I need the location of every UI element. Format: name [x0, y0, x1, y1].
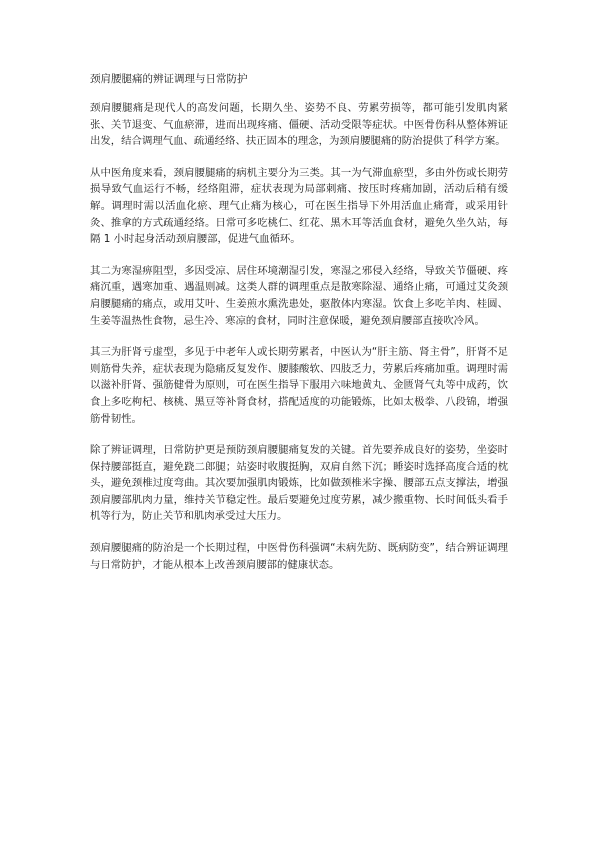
paragraph-liver-kidney: 其三为肝肾亏虚型，多见于中老年人或长期劳累者，中医认为“肝主筋、肾主骨”，肝肾不足则筋骨失养，症状表现为隐痛反复发作、腰膝酸软、四肢乏力，劳累后疼痛加重。调理时需以滋补肝肾、强筋健骨为原则，可在医生指导下服用六味地黄丸、金匮肾气丸等中成药，饮食上多吃枸杞、核桃、黑豆等补肾食材，搭配适度的功能锻炼，比如太极拳、八段锦，增强筋骨韧性。 [90, 346, 508, 425]
document-page [90, 72, 508, 588]
paragraph-cold-damp: 其二为寒湿痹阻型，多因受凉、居住环境潮湿引发，寒湿之邪侵入经络，导致关节僵硬、疼痛沉重，遇寒加重、遇温则减。这类人群的调理重点是散寒除湿、通络止痛，可通过艾灸颈肩腰腿痛的痛点，或用艾叶、生姜煎水熏洗患处，驱散体内寒湿。饮食上多吃羊肉、桂圆、生姜等温热性食物，忌生冷、寒凉的食材，同时注意保暖，避免颈肩腰部直接吹冷风。 [90, 264, 508, 327]
paragraph-daily-protection: 除了辨证调理，日常防护更是预防颈肩腰腿痛复发的关键。首先要养成良好的姿势，坐姿时保持腰部挺直，避免跷二郎腿；站姿时收腹挺胸，双肩自然下沉；睡姿时选择高度合适的枕头，避免颈椎过度弯曲。其次要加强肌肉锻炼，比如做颈椎米字操、腰部五点支撑法，增强颈肩腰部肌肉力量，维持关节稳定性。最后要避免过度劳累，减少搬重物、长时间低头看手机等行为，防止关节和肌肉承受过大压力。 [90, 444, 508, 523]
paragraph-intro: 颈肩腰腿痛是现代人的高发问题，长期久坐、姿势不良、劳累劳损等，都可能引发肌肉紧张、关节退变、气血瘀滞，进而出现疼痛、僵硬、活动受限等症状。中医骨伤科从整体辨证出发，结合调理气血、疏通经络、扶正固本的理念，为颈肩腰腿痛的防治提供了科学方案。 [90, 102, 508, 148]
document-title: 颈肩腰腿痛的辨证调理与日常防护 [90, 73, 248, 85]
paragraph-conclusion: 颈肩腰腿痛的防治是一个长期过程，中医骨伤科强调“未病先防、既病防变”，结合辨证调理与日常防护，才能从根本上改善颈肩腰部的健康状态。 [90, 542, 508, 571]
paragraph-qi-stagnation: 从中医角度来看，颈肩腰腿痛的病机主要分为三类。其一为气滞血瘀型，多由外伤或长期劳损导致气血运行不畅，经络阻滞，症状表现为局部刺痛、按压时疼痛加剧，活动后稍有缓解。调理时需以活血化瘀、理气止痛为核心，可在医生指导下外用活血止痛膏，或采用针灸、推拿的方式疏通经络。日常可多吃桃仁、红花、黑木耳等活血食材，避免久坐久站，每隔 1 小时起身活动颈肩腰部，促进气血循环。 [90, 166, 508, 246]
